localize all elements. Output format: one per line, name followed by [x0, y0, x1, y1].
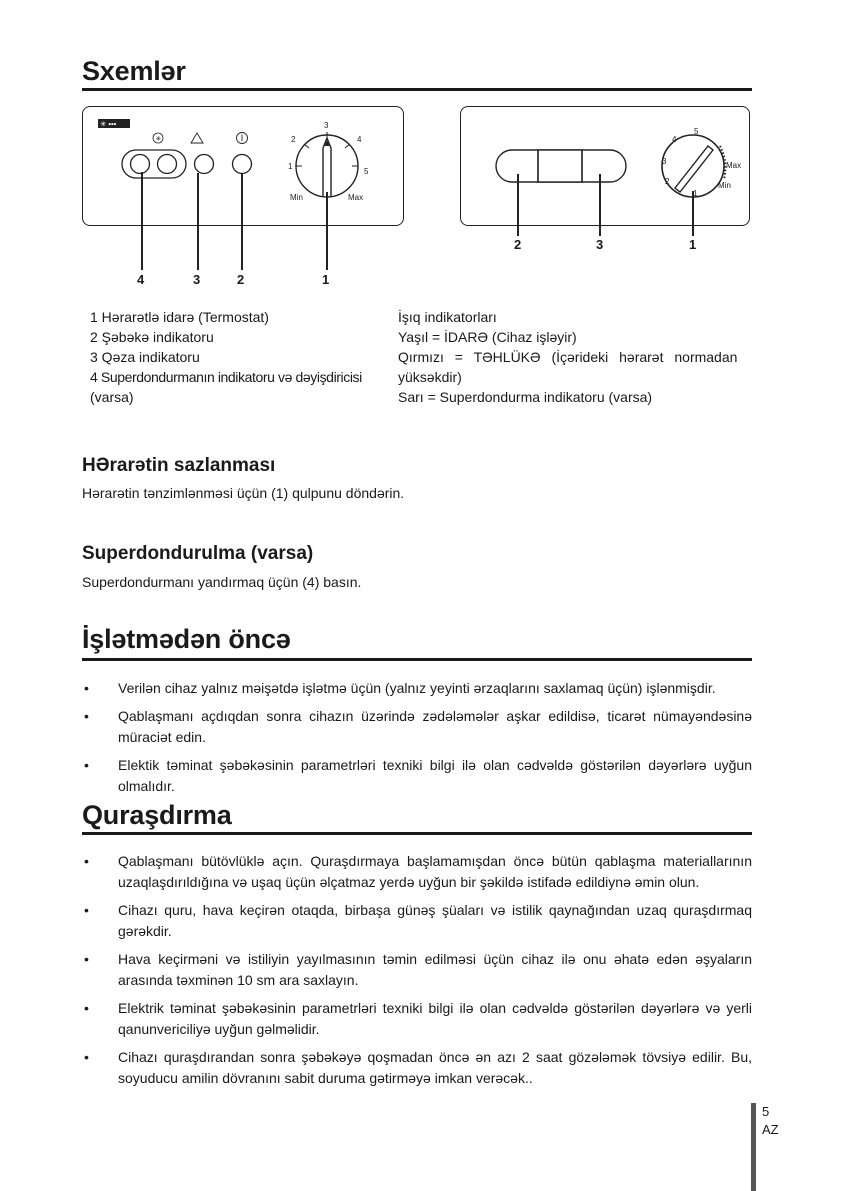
legend-right-line: İşıq indikatorları — [398, 309, 497, 325]
dial-number-1: 1 — [288, 162, 293, 171]
control-panel-diagram-right — [460, 106, 750, 226]
legend-left-line: 3 Qəza indikatoru — [90, 349, 200, 365]
language-code: AZ — [762, 1122, 779, 1137]
page-number: 5 — [762, 1104, 770, 1119]
control-panel-diagram-left — [82, 106, 404, 226]
list-item-text: Qablaşmanı açdıqdan sonra cihazın üzərində zədələmələr aşkar edildisə, ticarət nümayəndəsinə müraciət edin. — [118, 708, 752, 745]
callout-label-3: 3 — [193, 272, 201, 287]
list-item-text: Elektrik təminat şəbəkəsinin parametrləri texniki bilgi ilə olan cədvəldə göstərilən dəyərlərə və yerli qanunvericiliyə uyğun gəlməlidir. — [118, 1000, 752, 1037]
section-rule — [82, 88, 752, 91]
list-item-text: Qablaşmanı bütövlüklə açın. Quraşdırmaya başlamamışdan öncə bütün qablaşma materiallarının uzaqlaşdırıldığına və uşaq üçün əlçatmaz yerdə uyğun bir şəkildə istifadə edildiynə əmin olun. — [118, 853, 752, 890]
superfreeze-indicator-light — [158, 155, 177, 174]
superfreeze-button-left[interactable] — [131, 155, 150, 174]
list-item — [82, 851, 752, 893]
legend-right-line: yüksəkdir) — [398, 369, 462, 385]
legend-right — [398, 307, 742, 407]
list-item — [82, 900, 752, 942]
list-item — [82, 949, 752, 991]
legend-left-line: 4 Superdondurmanın indikatoru və dəyişdiricisi — [90, 369, 362, 385]
legend-left-line: 2 Şəbəkə indikatoru — [90, 329, 214, 345]
callout-label-4: 4 — [137, 272, 145, 287]
bullet: • — [84, 902, 89, 918]
list-item — [82, 755, 752, 797]
installation-list — [82, 851, 752, 1096]
page-edge-bar — [751, 1103, 756, 1191]
section-title-installation: Quraşdırma — [82, 800, 232, 830]
dial-number-2: 2 — [291, 135, 296, 144]
dial-right-number-2: 2 — [665, 177, 670, 186]
before-use-list — [82, 678, 752, 804]
dial-number-3: 3 — [324, 121, 329, 130]
subsection-title-temperature: HƏrarətin sazlanması — [82, 455, 276, 476]
callout-right-label-3: 3 — [596, 237, 604, 252]
legend-left-line: (varsa) — [90, 389, 134, 405]
list-item — [82, 678, 752, 699]
dial-min-label: Min — [290, 193, 303, 202]
list-item — [82, 1047, 752, 1089]
callout-label-1: 1 — [322, 272, 330, 287]
alarm-indicator-light — [195, 155, 214, 174]
dial-right-number-1: 1 — [693, 189, 698, 198]
dial-right-number-5: 5 — [694, 127, 699, 136]
bullet: • — [84, 1049, 89, 1065]
control-panel-left-drawing — [82, 106, 402, 286]
section-rule — [82, 832, 752, 835]
dial-max-label: Max — [348, 193, 364, 202]
dial-right-number-4: 4 — [672, 135, 677, 144]
list-item — [82, 998, 752, 1040]
list-item-text: Cihazı quraşdırandan sonra şəbəkəyə qoşmadan öncə ən azı 2 saat gözələmək tövsiyə edilir. Bu, soyuducu amilin dövranını sabit duruma gətirməyə imkan verəcək.. — [118, 1049, 752, 1086]
list-item-text: Cihazı quru, hava keçirən otaqda, birbaşa günəş şüaları və istilik qaynağından uzaq quraşdırmaq gərəkdir. — [118, 902, 752, 939]
dial-right-number-3: 3 — [662, 157, 667, 166]
power-indicator-light — [233, 155, 252, 174]
bullet: • — [84, 853, 89, 869]
dial-number-4: 4 — [357, 135, 362, 144]
superfreeze-badge-text: ✳ ▪▪▪ — [100, 119, 117, 129]
bullet: • — [84, 1000, 89, 1016]
list-item-text: Verilən cihaz yalnız məişətdə işlətmə üçün (yalnız yeyinti ərzaqlarını saxlamaq üçün) işlənmişdir. — [118, 680, 716, 696]
warning-icon — [191, 133, 203, 143]
bullet: • — [84, 680, 89, 696]
bullet: • — [84, 708, 89, 724]
callout-label-2: 2 — [237, 272, 245, 287]
dial-right-max-label: Max — [726, 161, 742, 170]
page-footer — [762, 1103, 779, 1139]
legend-right-line: Qırmızı = TƏHLÜKƏ (İçərideki hərarət normadan — [398, 349, 738, 365]
thermostat-dial-right-pointer — [675, 146, 713, 192]
snowflake-icon-glyph: ✳ — [155, 136, 162, 143]
list-item — [82, 706, 752, 748]
list-item-text: Elektik təminat şəbəkəsinin parametrləri texniki bilgi ilə olan cədvəldə göstərilən dəyərlərə uyğun olmalıdır. — [118, 757, 752, 794]
indicator-center-window — [538, 150, 582, 182]
callout-right-label-2: 2 — [514, 237, 522, 252]
legend-right-line: Yaşıl = İDARƏ (Cihaz işləyir) — [398, 329, 577, 345]
thermostat-dial-pointer — [323, 138, 331, 196]
section-title-before-use: İşlətmədən öncə — [82, 624, 291, 654]
section-title-schemes: Sxemlər — [82, 56, 186, 86]
bullet: • — [84, 757, 89, 773]
bullet: • — [84, 951, 89, 967]
temperature-text: Hərarətin tənzimlənməsi üçün (1) qulpunu döndərin. — [82, 485, 405, 501]
list-item-text: Hava keçirməni və istiliyin yayılmasının təmin edilməsi üçün cihaz ilə onu əhatə edən əşyaların arasında təxminən 10 sm ara saxlayın. — [118, 951, 752, 988]
dial-number-5: 5 — [364, 167, 369, 176]
superfreeze-text: Superdondurmanı yandırmaq üçün (4) basın. — [82, 574, 362, 590]
callout-right-label-1: 1 — [689, 237, 697, 252]
section-rule — [82, 658, 752, 661]
control-panel-right-drawing — [460, 106, 748, 246]
subsection-title-superfreeze: Superdondurulma (varsa) — [82, 543, 314, 564]
legend-right-line: Sarı = Superdondurma indikatoru (varsa) — [398, 389, 653, 405]
dial-right-min-label: Min — [718, 181, 731, 190]
legend-left — [90, 307, 362, 407]
legend-left-line: 1 Hərarətlə idarə (Termostat) — [90, 309, 269, 325]
